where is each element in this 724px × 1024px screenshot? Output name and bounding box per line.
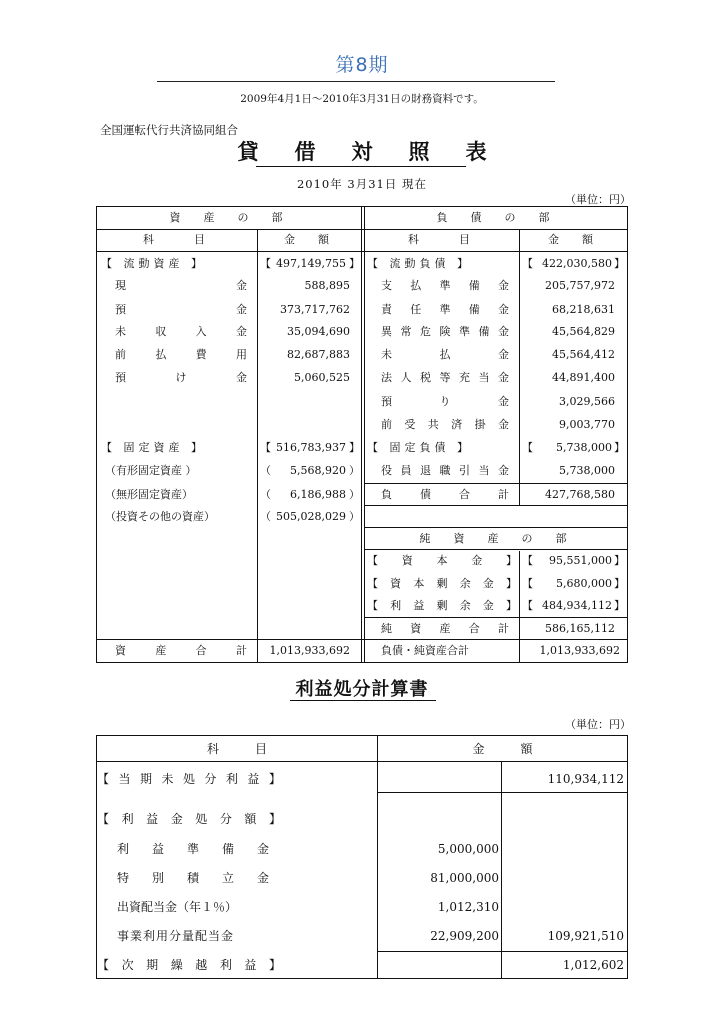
fixed-assets-label: 【 固定資産 】	[101, 441, 206, 454]
profit-appropriation-title-underline	[290, 700, 436, 701]
total-net-assets-label: 純 資 産 合 計	[381, 622, 509, 635]
current-liabilities-label: 【 流動負債 】	[367, 257, 472, 270]
appropriation-item-amount: 22,909,200	[430, 929, 499, 943]
bracket-close: 】	[349, 441, 360, 454]
pl-item-column-header: 科 目	[206, 742, 267, 756]
subtitle: 2009年4月1日～2010年3月31日の財務資料です。	[240, 93, 484, 105]
liability-item-amount: 205,757,972	[545, 279, 615, 292]
period-title: 第8期	[335, 54, 389, 76]
liability-item-claims-reserve: 支 払 準 備 金	[381, 279, 509, 292]
liabilities-section-header: 負 債 の 部	[436, 211, 556, 224]
liability-item-amount: 45,564,829	[552, 325, 615, 338]
net-asset-item-amount: 5,680,000	[556, 577, 612, 590]
liability-item-accounts-payable: 未 払 金	[381, 348, 509, 361]
liability-item-policy-reserve: 責 任 準 備 金	[381, 303, 509, 316]
liabilities-item-column-header: 科 目	[408, 233, 476, 246]
appropriation-item-dividend: 出資配当金（年１％）	[117, 900, 238, 914]
bracket-open: 【	[260, 257, 271, 270]
balance-sheet-title: 貸借対照表	[237, 139, 523, 164]
unit-label: （単位：円）	[565, 718, 631, 731]
bracket-open: 【	[522, 577, 533, 590]
balance-sheet-table	[96, 206, 628, 663]
total-liabilities-amount: 427,768,580	[545, 488, 615, 501]
bracket-open: 【	[522, 554, 533, 567]
liability-item-tax-provision: 法 人 税 等 充 当 金	[381, 371, 509, 384]
assets-item-column-header: 科 目	[143, 233, 211, 246]
liability-item-deposits-received: 預 り 金	[381, 395, 509, 408]
appropriation-total-amount: 109,921,510	[547, 929, 624, 943]
assets-amount-column-header: 金 額	[284, 233, 335, 246]
fixed-liabilities-label: 【 固定負債 】	[367, 441, 472, 454]
total-assets-amount: 1,013,933,692	[269, 644, 350, 657]
fixed-asset-item-amount: 6,186,988	[290, 488, 346, 501]
liability-item-amount: 44,891,400	[552, 371, 615, 384]
bracket-close: 】	[349, 257, 360, 270]
net-assets-section-header: 純 資 産 の 部	[419, 532, 573, 545]
profit-appropriation-table	[96, 735, 628, 979]
bracket-open: 【	[522, 257, 533, 270]
bracket-close: 】	[614, 554, 625, 567]
total-liabilities-net-assets-amount: 1,013,933,692	[539, 644, 620, 657]
current-assets-label: 【 流動資産 】	[101, 257, 206, 270]
net-asset-item-capital-surplus: 【 資 本 剰 余 金 】	[367, 577, 517, 590]
asset-item-deposits-paid: 預 け 金	[115, 371, 247, 384]
asset-item-cash: 現 金	[115, 279, 247, 292]
fixed-asset-item-label: （投資その他の資産）	[105, 510, 215, 523]
liability-item-amount: 5,738,000	[559, 464, 615, 477]
organization-name: 全国運転代行共済協同組合	[100, 123, 238, 137]
total-liabilities-net-assets-label: 負債・純資産合計	[381, 644, 469, 657]
appropriation-item-legal-reserve: 利 益 準 備 金	[117, 842, 269, 856]
appropriation-item-amount: 81,000,000	[430, 871, 499, 885]
asset-item-amount: 35,094,690	[287, 325, 350, 338]
asset-item-prepaid: 前 払 費 用	[115, 348, 247, 361]
as-of-date: 2010年 3月31日 現在	[296, 177, 428, 191]
column-header-line	[97, 251, 627, 252]
bracket-open: 【	[522, 599, 533, 612]
appropriation-header-label: 【 利 益 金 処 分 額 】	[97, 812, 281, 826]
paren-close: ）	[349, 488, 360, 501]
asset-item-amount: 373,717,762	[280, 303, 350, 316]
liability-item-amount: 68,218,631	[552, 303, 615, 316]
fixed-liabilities-amount: 5,738,000	[556, 441, 612, 454]
current-assets-amount: 497,149,755	[276, 257, 346, 270]
net-asset-item-retained-earnings: 【 利 益 剰 余 金 】	[367, 599, 517, 612]
current-liabilities-amount: 422,030,580	[542, 257, 612, 270]
liability-item-amount: 3,029,566	[559, 395, 615, 408]
assets-liabilities-divider	[361, 207, 362, 662]
total-liabilities-label: 負 債 合 計	[381, 488, 509, 501]
total-assets-label: 資 産 合 計	[115, 644, 247, 657]
net-asset-item-amount: 484,934,112	[542, 599, 612, 612]
asset-item-amount: 5,060,525	[294, 371, 350, 384]
paren-close: ）	[349, 510, 360, 523]
liability-item-premiums-received: 前 受 共 済 掛 金	[381, 418, 509, 431]
paren-open: （	[260, 488, 271, 501]
asset-item-deposit: 預 金	[115, 303, 247, 316]
assets-liabilities-divider-2	[364, 207, 365, 662]
balance-sheet-title-underline	[256, 166, 466, 167]
fixed-assets-amount: 516,783,937	[276, 441, 346, 454]
net-asset-item-amount: 95,551,000	[549, 554, 612, 567]
net-asset-item-capital: 【 資 本 金 】	[367, 554, 517, 567]
title-divider	[157, 81, 555, 82]
fixed-asset-item-amount: 505,028,029	[276, 510, 346, 523]
bracket-open: 【	[260, 441, 271, 454]
unappropriated-profit-amount: 110,934,112	[547, 772, 624, 786]
bracket-close: 】	[614, 599, 625, 612]
paren-open: （	[260, 464, 271, 477]
total-net-assets-amount: 586,165,112	[545, 622, 615, 635]
appropriation-item-special-reserve: 特 別 積 立 金	[117, 871, 269, 885]
profit-appropriation-title: 利益処分計算書	[295, 679, 429, 700]
liability-item-catastrophe-reserve: 異 常 危 険 準 備 金	[381, 325, 509, 338]
liabilities-amount-column-header: 金 額	[548, 233, 599, 246]
pl-amount-column-header: 金 額	[472, 742, 533, 756]
fixed-asset-item-amount: 5,568,920	[290, 464, 346, 477]
bracket-close: 】	[614, 577, 625, 590]
appropriation-item-amount: 5,000,000	[437, 842, 499, 856]
paren-open: （	[260, 510, 271, 523]
bracket-close: 】	[614, 441, 625, 454]
asset-item-amount: 588,895	[304, 279, 350, 292]
asset-item-amount: 82,687,883	[287, 348, 350, 361]
fixed-asset-item-label: （無形固定資産）	[105, 488, 193, 501]
bracket-close: 】	[614, 257, 625, 270]
liability-item-retirement-allowance: 役 員 退 職 引 当 金	[381, 464, 509, 477]
assets-section-header: 資 産 の 部	[169, 211, 289, 224]
bracket-open: 【	[522, 441, 533, 454]
pl-unappropriated-line	[377, 792, 627, 793]
carried-forward-amount: 1,012,602	[562, 958, 624, 972]
fixed-asset-item-label: （有形固定資産 ）	[105, 464, 197, 477]
liability-item-amount: 45,564,412	[552, 348, 615, 361]
carried-forward-label: 【 次 期 繰 越 利 益 】	[97, 958, 281, 972]
asset-item-receivable: 未 収 入 金	[115, 325, 247, 338]
appropriation-item-patronage-dividend: 事業利用分量配当金	[117, 929, 235, 943]
unit-label: （単位：円）	[565, 193, 631, 206]
appropriation-item-amount: 1,012,310	[437, 900, 499, 914]
paren-close: ）	[349, 464, 360, 477]
unappropriated-profit-label: 【 当 期 未 処 分 利 益 】	[97, 772, 281, 786]
liability-item-amount: 9,003,770	[559, 418, 615, 431]
